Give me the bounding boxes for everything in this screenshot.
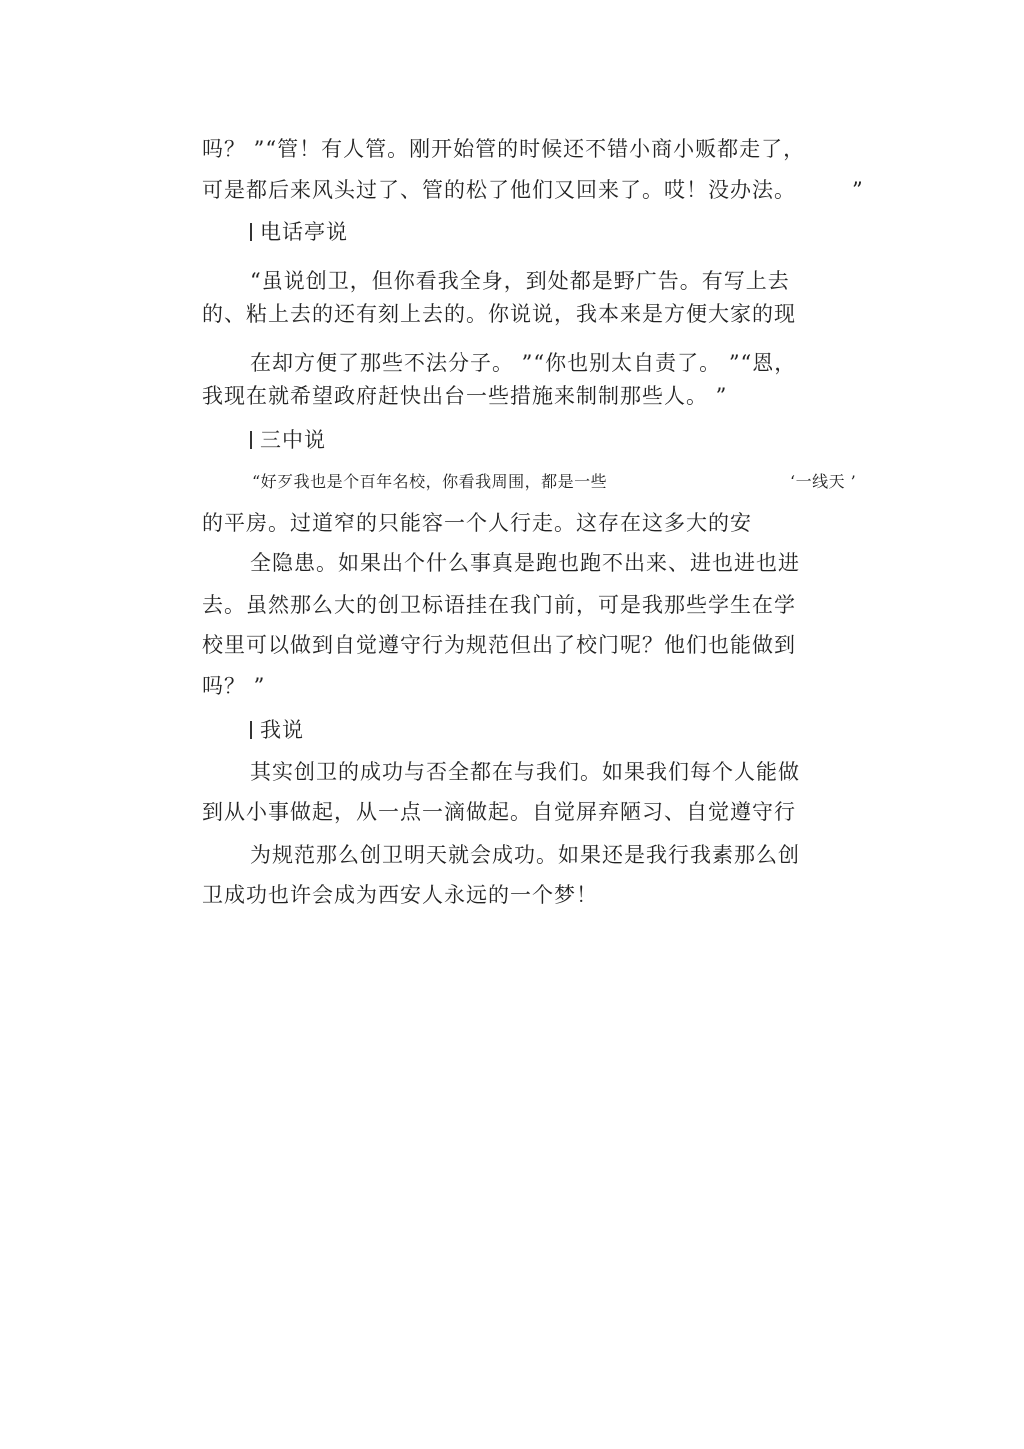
text-line: 为规范那么创卫明天就会成功。如果还是我行我素那么创 <box>250 843 800 867</box>
quoted-phrase: ‘一线天 ’ <box>790 472 857 491</box>
text-line: 吗？ ”“管！有人管。刚开始管的时候还不错小商小贩都走了， <box>202 137 806 161</box>
text-line: 全隐患。如果出个什么事真是跑也跑不出来、进也进也进 <box>250 551 800 575</box>
text-line: 在却方便了那些不法分子。 ”“你也别太自责了。 ”“恩， <box>250 351 797 375</box>
text-line: 卫成功也许会成为西安人永远的一个梦！ <box>202 883 598 907</box>
section-heading <box>250 219 348 245</box>
text-line: 去。虽然那么大的创卫标语挂在我门前，可是我那些学生在学 <box>202 593 796 617</box>
text-line: 到从小事做起，从一点一滴做起。自觉屏弃陋习、自觉遵守行 <box>202 800 796 824</box>
text-line: “虽说创卫，但你看我全身，到处都是野广告。有写上去 <box>250 269 790 293</box>
heading-bar-icon <box>250 431 252 449</box>
text-line: 的平房。过道窄的只能容一个人行走。这存在这多大的安 <box>202 511 752 535</box>
text-line: “好歹我也是个百年名校，你看我周围，都是一些 <box>252 472 608 491</box>
text-line: 我现在就希望政府赶快出台一些措施来制制那些人。 ” <box>202 384 728 408</box>
text-line: 其实创卫的成功与否全都在与我们。如果我们每个人能做 <box>250 760 800 784</box>
section-heading <box>250 427 326 453</box>
heading-bar-icon <box>250 223 252 241</box>
text-line: 校里可以做到自觉遵守行为规范但出了校门呢？他们也能做到 <box>202 633 796 657</box>
closing-quote: ” <box>852 178 864 202</box>
section-heading-text: 电话亭说 <box>260 220 348 244</box>
heading-bar-icon <box>250 721 252 739</box>
section-heading-text: 我说 <box>260 718 304 742</box>
text-line: 吗？ ” <box>202 674 266 698</box>
text-line: 的、粘上去的还有刻上去的。你说说，我本来是方便大家的现 <box>202 302 796 326</box>
text-line: 可是都后来风头过了、管的松了他们又回来了。哎！没办法。 <box>202 178 796 202</box>
section-heading-text: 三中说 <box>260 428 326 452</box>
section-heading <box>250 717 304 743</box>
